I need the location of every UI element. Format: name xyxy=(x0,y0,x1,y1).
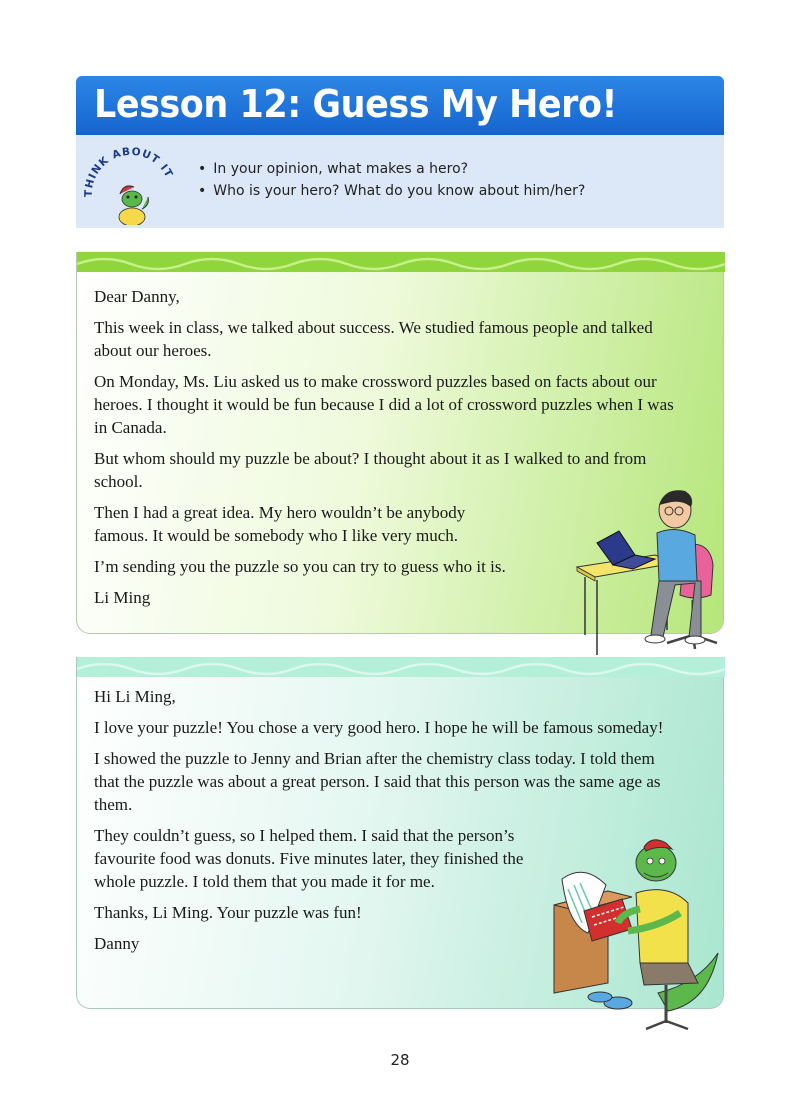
letter-greeting: Hi Li Ming, xyxy=(94,687,176,706)
letter-paragraph: Then I had a great idea. My hero wouldn’t be anybody famous. It would be somebody who I like very much. xyxy=(94,503,466,545)
letter-paragraph: Thanks, Li Ming. Your puzzle was fun! xyxy=(94,903,362,922)
letter-paragraph: I showed the puzzle to Jenny and Brian after the chemistry class today. I told them that the puzzle was about a great person. I said that this person was the same age as them. xyxy=(94,749,661,814)
letter-signature: Li Ming xyxy=(94,588,151,607)
wave-decoration xyxy=(77,252,725,272)
letter-paragraph: On Monday, Ms. Liu asked us to make crossword puzzles based on facts about our heroes. I thought it would be fun because I did a lot of crossword puzzles when I was in Canada. xyxy=(94,372,674,437)
think-question: • Who is your hero? What do you know about him/her? xyxy=(198,180,585,202)
letter-paragraph: I love your puzzle! You chose a very good hero. I hope he will be famous someday! xyxy=(94,718,664,737)
think-about-it-badge xyxy=(80,139,180,225)
think-question: • In your opinion, what makes a hero? xyxy=(198,158,585,180)
dinosaur-typing-illustration xyxy=(548,833,724,1033)
letter-paragraph: But whom should my puzzle be about? I thought about it as I walked to and from school. xyxy=(94,449,647,491)
think-about-it-box xyxy=(76,135,724,228)
dinosaur-mascot-icon xyxy=(119,186,148,225)
think-questions-list xyxy=(198,158,585,202)
letter-paragraph: They couldn’t guess, so I helped them. I said that the person’s favourite food was donuts. Five minutes later, they finished the whole puzzle. I told them that you made it for me. xyxy=(94,826,524,891)
letter-paragraph: I’m sending you the puzzle so you can try to guess who it is. xyxy=(94,557,506,576)
letter-paragraph: This week in class, we talked about success. We studied famous people and talked about our heroes. xyxy=(94,318,653,360)
lesson-title: Lesson 12: Guess My Hero! xyxy=(94,82,617,126)
letter-greeting: Dear Danny, xyxy=(94,287,180,306)
lesson-title-banner xyxy=(76,76,724,135)
boy-at-laptop-illustration xyxy=(555,485,725,655)
page-number: 28 xyxy=(390,1051,410,1069)
wave-decoration xyxy=(77,657,725,677)
think-about-it-label: THINK ABOUT IT xyxy=(82,145,176,198)
letter-signature: Danny xyxy=(94,934,140,953)
